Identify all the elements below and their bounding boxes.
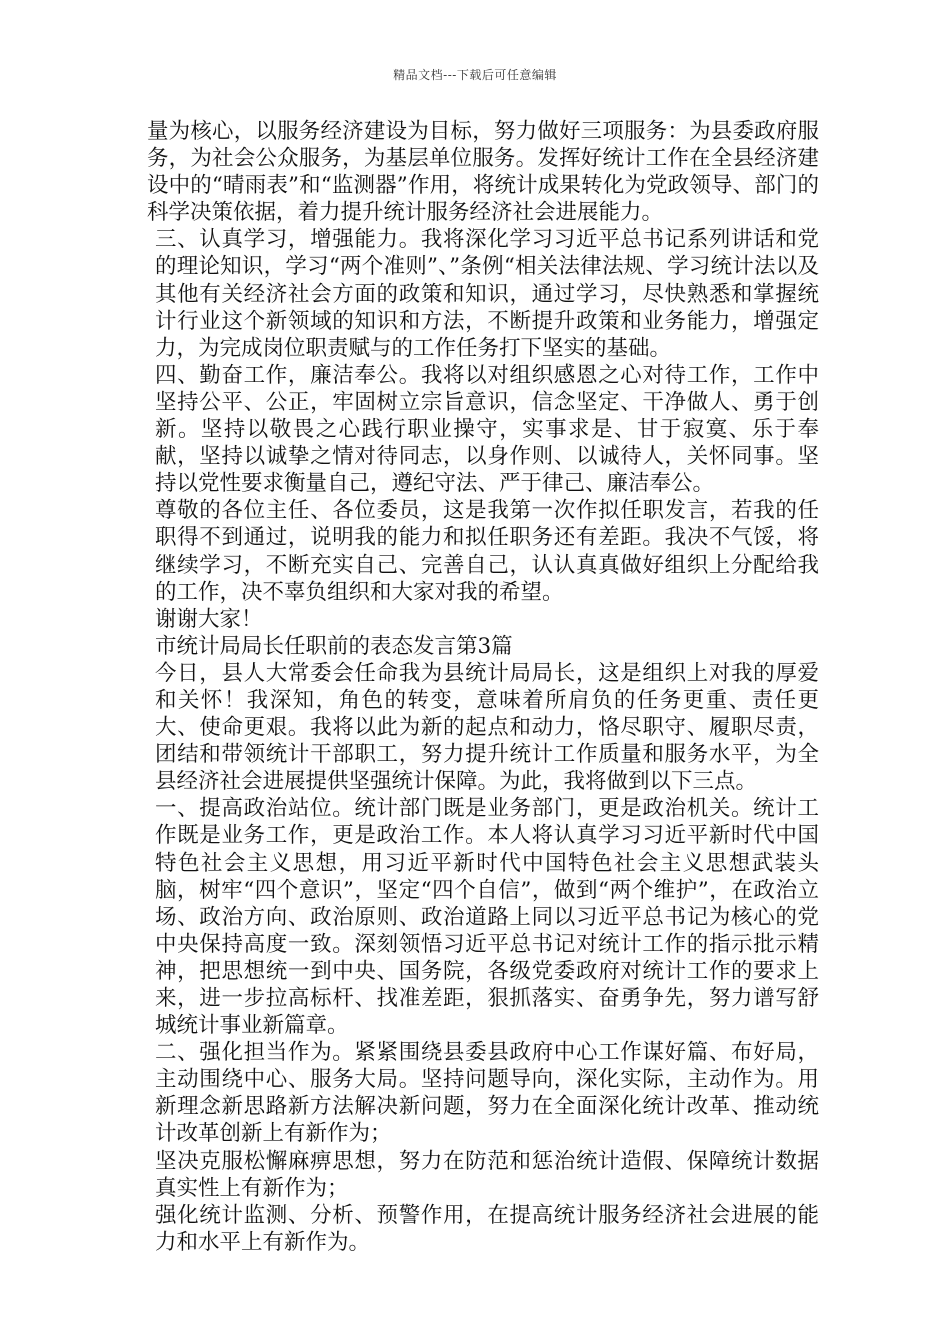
paragraph-service: 量为核心，以服务经济建设为目标，努力做好三项服务：为县委政府服务，为社会公众服务，为基层单位服务。发挥好统计工作在全县经济建设中的“晴雨表”和“监测器”作用，将统计成果转化为党政领导、部门的科学决策依据，着力提升统计服务经济社会进展能力。 <box>147 119 819 226</box>
section-title: 市统计局局长任职前的表态发言第3篇 <box>155 633 513 659</box>
document-body <box>147 118 819 1256</box>
paragraph-monitoring: 强化统计监测、分析、预警作用，在提高统计服务经济社会进展的能力和水平上有新作为。 <box>155 1202 819 1255</box>
paragraph-intro: 今日，县人大常委会任命我为县统计局局长，这是组织上对我的厚爱和关怀！我深知，角色的转变，意味着所肩负的任务更重、责任更大、使命更艰。我将以此为新的起点和动力，恪尽职守、履职尽责，团结和带领统计干部职工，努力提升统计工作质量和服务水平，为全县经济社会进展提供坚强统计保障。为此，我将做到以下三点。 <box>155 660 819 795</box>
paragraph-address: 尊敬的各位主任、各位委员，这是我第一次作拟任职发言，若我的任职得不到通过，说明我的能力和拟任职务还有差距。我决不气馁，将继续学习，不断充实自己、完善自己，认认真真做好组织上分配给我的工作，决不辜负组织和大家对我的希望。 <box>155 498 819 605</box>
paragraph-fraud-prevention: 坚决克服松懈麻痹思想，努力在防范和惩治统计造假、保障统计数据真实性上有新作为； <box>155 1148 819 1201</box>
paragraph-responsibility: 二、强化担当作为。紧紧围绕县委县政府中心工作谋好篇、布好局，主动围绕中心、服务大局。坚持问题导向，深化实际，主动作为。用新理念新思路新方法解决新问题，努力在全面深化统计改革、推动统计改革创新上有新作为； <box>155 1040 819 1147</box>
paragraph-work: 四、勤奋工作，廉洁奉公。我将以对组织感恩之心对待工作，工作中坚持公平、公正，牢固树立宗旨意识，信念坚定、干净做人、勇于创新。坚持以敬畏之心践行职业操守，实事求是、甘于寂寞、乐于奉献，坚持以诚挚之情对待同志，以身作则、以诚待人，关怀同事。坚持以党性要求衡量自己，遵纪守法、严于律己、廉洁奉公。 <box>155 362 819 497</box>
paragraph-thanks: 谢谢大家！ <box>155 606 263 632</box>
paragraph-politics: 一、提高政治站位。统计部门既是业务部门，更是政治机关。统计工作既是业务工作，更是政治工作。本人将认真学习习近平新时代中国特色社会主义思想，用习近平新时代中国特色社会主义思想武装头脑，树牢“四个意识”，坚定“四个自信”，做到“两个维护”，在政治立场、政治方向、政治原则、政治道路上同以习近平总书记为核心的党中央保持高度一致。深刻领悟习近平总书记对统计工作的指示批示精神，把思想统一到中央、国务院，各级党委政府对统计工作的要求上来，进一步拉高标杆、找准差距，狠抓落实、奋勇争先，努力谱写舒城统计事业新篇章。 <box>155 796 819 1039</box>
paragraph-study: 三、认真学习，增强能力。我将深化学习习近平总书记系列讲话和党的理论知识，学习“两个准则”、”条例“相关法律法规、学习统计法以及其他有关经济社会方面的政策和知识，通过学习，尽快熟悉和掌握统计行业这个新领域的知识和方法，不断提升政策和业务能力，增强定力，为完成岗位职责赋与的工作任务打下坚实的基础。 <box>155 227 819 361</box>
page-header: 精品文档---下载后可任意编辑 <box>393 68 557 82</box>
